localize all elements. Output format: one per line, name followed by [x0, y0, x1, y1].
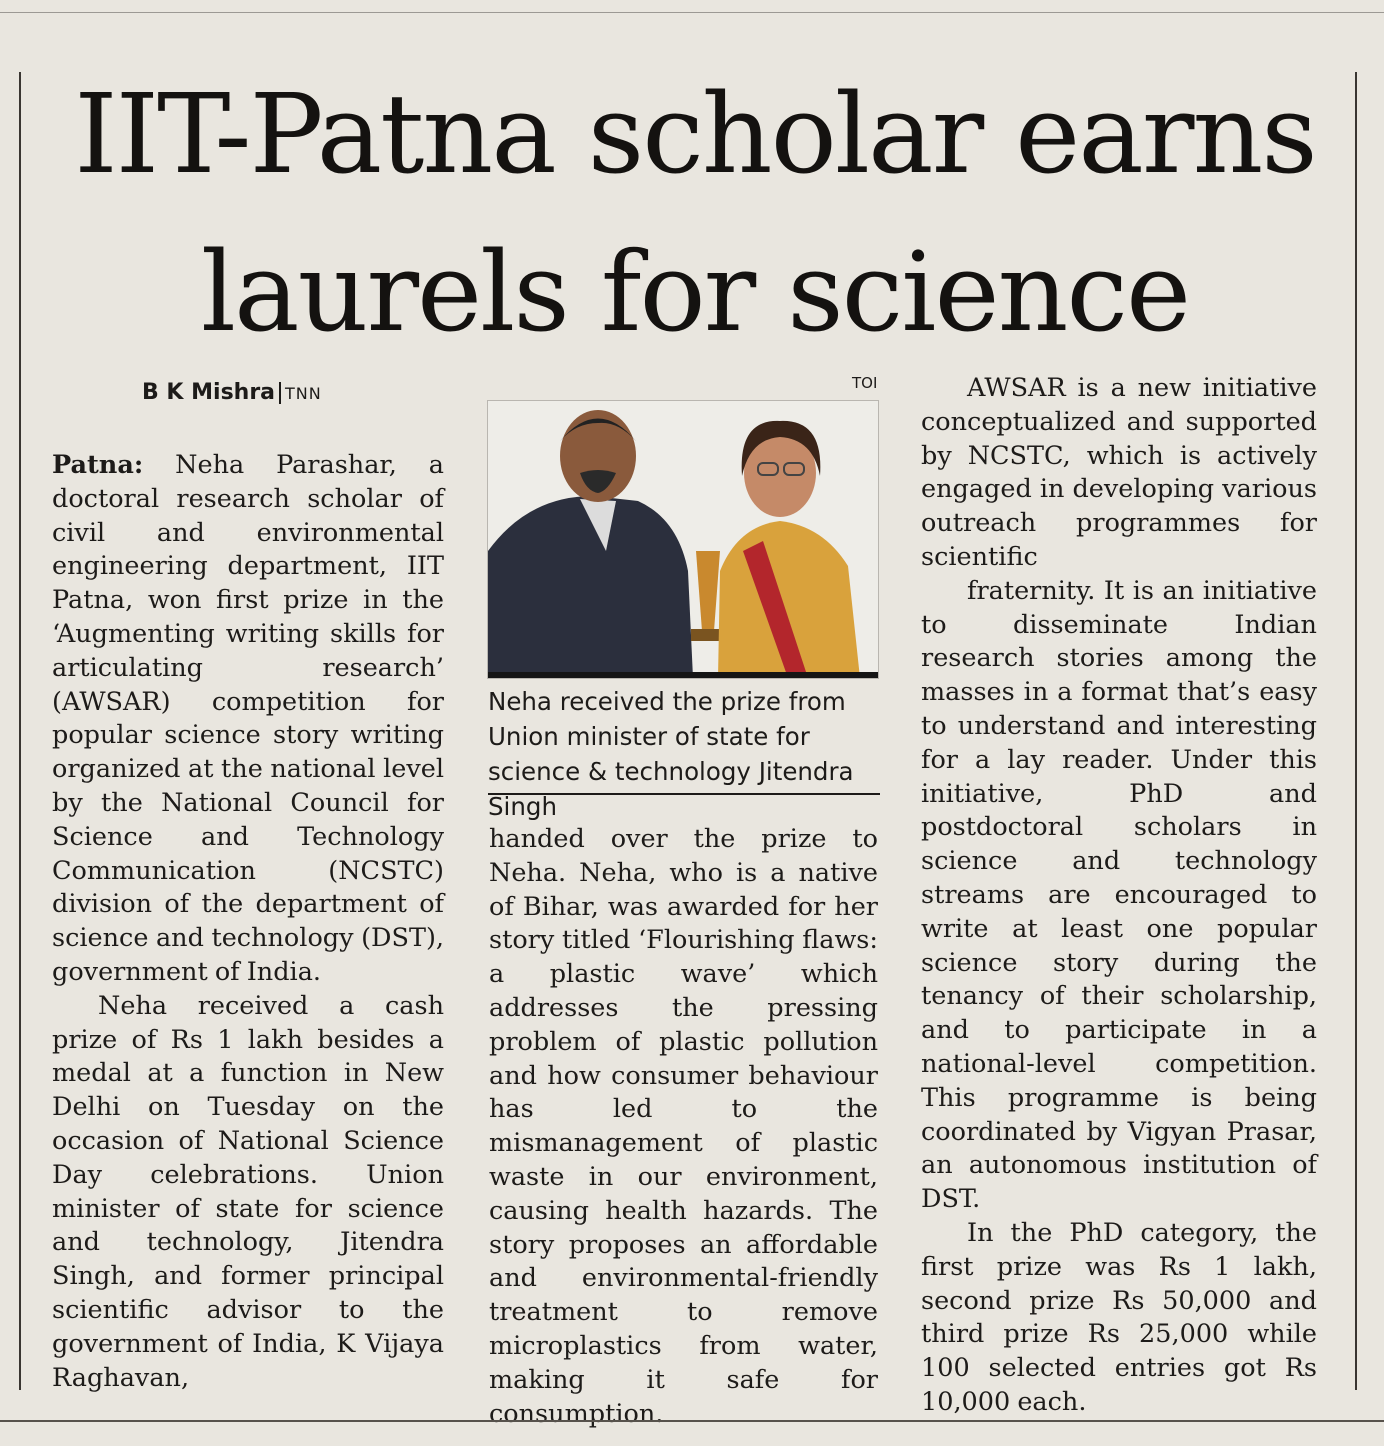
- byline-divider: [279, 382, 281, 404]
- article-paragraph: handed over the prize to Neha. Neha, who is a native of Bihar, was awarded for her story titled ‘Flourishing flaws: a plastic wave’ which addresses the pressing problem of plastic pollution and how consumer behaviour has led to the mismanagement of plastic waste in our environment, causing health hazards. The story proposes an affordable and environmental-friendly treatment to remove microplastics from water, making it safe for consumption.: [489, 824, 878, 1429]
- headline-line-1: IIT-Patna scholar earns: [74, 70, 1316, 198]
- article-paragraph: fraternity. It is an initiative to disseminate Indian research stories among the masses in a format that’s easy to understand and interesting for a lay reader. Under this initiative, PhD and postdoctoral scholars in science and technology streams are encouraged to write at least one popular science story during the tenancy of their scholarship, and to participate in a national-level competition. This programme is being coordinated by Vigyan Prasar, an autonomous institution of DST.: [921, 575, 1317, 1215]
- article-paragraph: [52, 449, 444, 990]
- dateline: Patna:: [52, 450, 144, 480]
- photo-caption: Neha received the prize from Union minister of state for science & technology Jitendra Singh: [488, 687, 854, 821]
- left-column-rule: [19, 72, 21, 1390]
- minister-suit: [488, 496, 693, 678]
- agency-name: TNN: [285, 384, 322, 403]
- article-paragraph: In the PhD category, the first prize was Rs 1 lakh, second prize Rs 50,000 and third prize Rs 25,000 while 100 selected entries got Rs 10,000 each.: [921, 1217, 1317, 1417]
- caption-rule: [488, 793, 880, 795]
- byline: [142, 380, 322, 405]
- bottom-rule: [0, 1420, 1384, 1422]
- award-photo-illustration: [488, 401, 878, 678]
- author-name: B K Mishra: [142, 380, 276, 405]
- top-rule: [0, 12, 1384, 13]
- article-column-2: [489, 823, 878, 1431]
- paragraph-text: Neha Parashar, a doctoral research scholar of civil and environmental engineering department, IIT Patna, won first prize in the ‘Augmenting writing skills for articulating research’ (AWSAR) competition for popular science story writing organized at the national level by the National Council for Science and Technology Communication (NCSTC) division of the department of science and technology (DST), government of India.: [52, 450, 444, 987]
- award-photo: [487, 400, 879, 679]
- article-paragraph: Neha received a cash prize of Rs 1 lakh besides a medal at a function in New Delhi on Tuesday on the occasion of National Science Day celebrations. Union minister of state for science and technology, Jitendra Singh, and former principal scientific advisor to the government of India, K Vijaya Raghavan,: [52, 990, 444, 1393]
- headline-line-2: laurels for science: [200, 228, 1190, 356]
- photo-credit: TOI: [852, 374, 878, 392]
- article-column-3: [921, 372, 1317, 1420]
- right-column-rule: [1355, 72, 1357, 1390]
- article-paragraph: AWSAR is a new initiative conceptualized and supported by NCSTC, which is actively engaged in developing various outreach programmes for scientific: [921, 373, 1317, 572]
- photo-floor: [488, 672, 878, 678]
- article-column-1: [52, 449, 444, 1395]
